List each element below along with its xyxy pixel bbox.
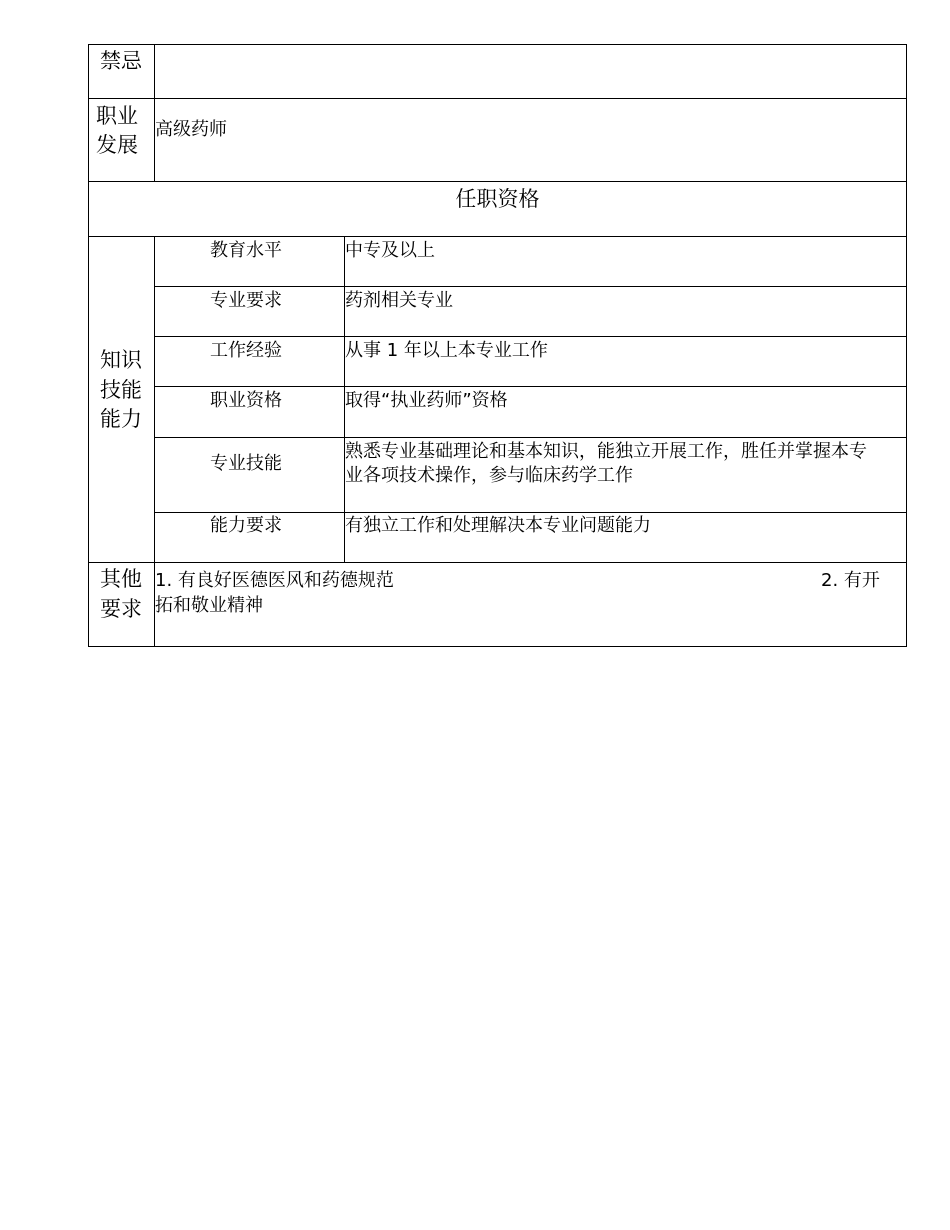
education-level-value: 中专及以上 xyxy=(345,240,435,261)
row-divider xyxy=(155,336,907,337)
professional-qualification-label: 职业资格 xyxy=(210,390,282,411)
qualifications-header: 任职资格 xyxy=(455,187,540,211)
work-experience-value: 从事 1 年以上本专业工作 xyxy=(345,340,548,361)
row-divider xyxy=(88,562,907,563)
row-divider xyxy=(155,437,907,438)
ability-requirement-value: 有独立工作和处理解决本专业问题能力 xyxy=(345,515,651,536)
professional-skills-value-line1: 熟悉专业基础理论和基本知识，能独立开展工作，胜任并掌握本专 xyxy=(345,441,867,462)
career-label-line1: 职业 xyxy=(96,104,138,128)
career-value: 高级药师 xyxy=(155,119,227,140)
row-divider xyxy=(155,386,907,387)
row-divider xyxy=(88,181,907,182)
knowledge-label-line2: 技能 xyxy=(100,378,142,402)
other-requirement-1: 1. 有良好医德医风和药德规范 xyxy=(155,570,394,591)
professional-skills-label: 专业技能 xyxy=(210,453,282,474)
row-divider xyxy=(155,512,907,513)
work-experience-label: 工作经验 xyxy=(210,340,282,361)
knowledge-label-line3: 能力 xyxy=(100,407,142,431)
row-divider xyxy=(88,236,907,237)
major-requirement-value: 药剂相关专业 xyxy=(345,290,453,311)
other-label-line1: 其他 xyxy=(100,567,142,591)
col-divider xyxy=(154,44,155,181)
other-requirement-2-start: 2. 有开 xyxy=(821,570,880,591)
row-divider xyxy=(88,98,907,99)
major-requirement-label: 专业要求 xyxy=(210,290,282,311)
professional-qualification-value: 取得“执业药师”资格 xyxy=(345,390,508,411)
professional-skills-value-line2: 业各项技术操作，参与临床药学工作 xyxy=(345,465,633,486)
row-divider xyxy=(155,286,907,287)
ability-requirement-label: 能力要求 xyxy=(210,515,282,536)
knowledge-label-line1: 知识 xyxy=(100,348,142,372)
other-label-line2: 要求 xyxy=(100,597,142,621)
education-level-label: 教育水平 xyxy=(210,240,282,261)
contraindications-label: 禁忌 xyxy=(100,49,142,73)
career-label-line2: 发展 xyxy=(96,133,138,157)
other-requirement-2-end: 拓和敬业精神 xyxy=(155,595,263,616)
